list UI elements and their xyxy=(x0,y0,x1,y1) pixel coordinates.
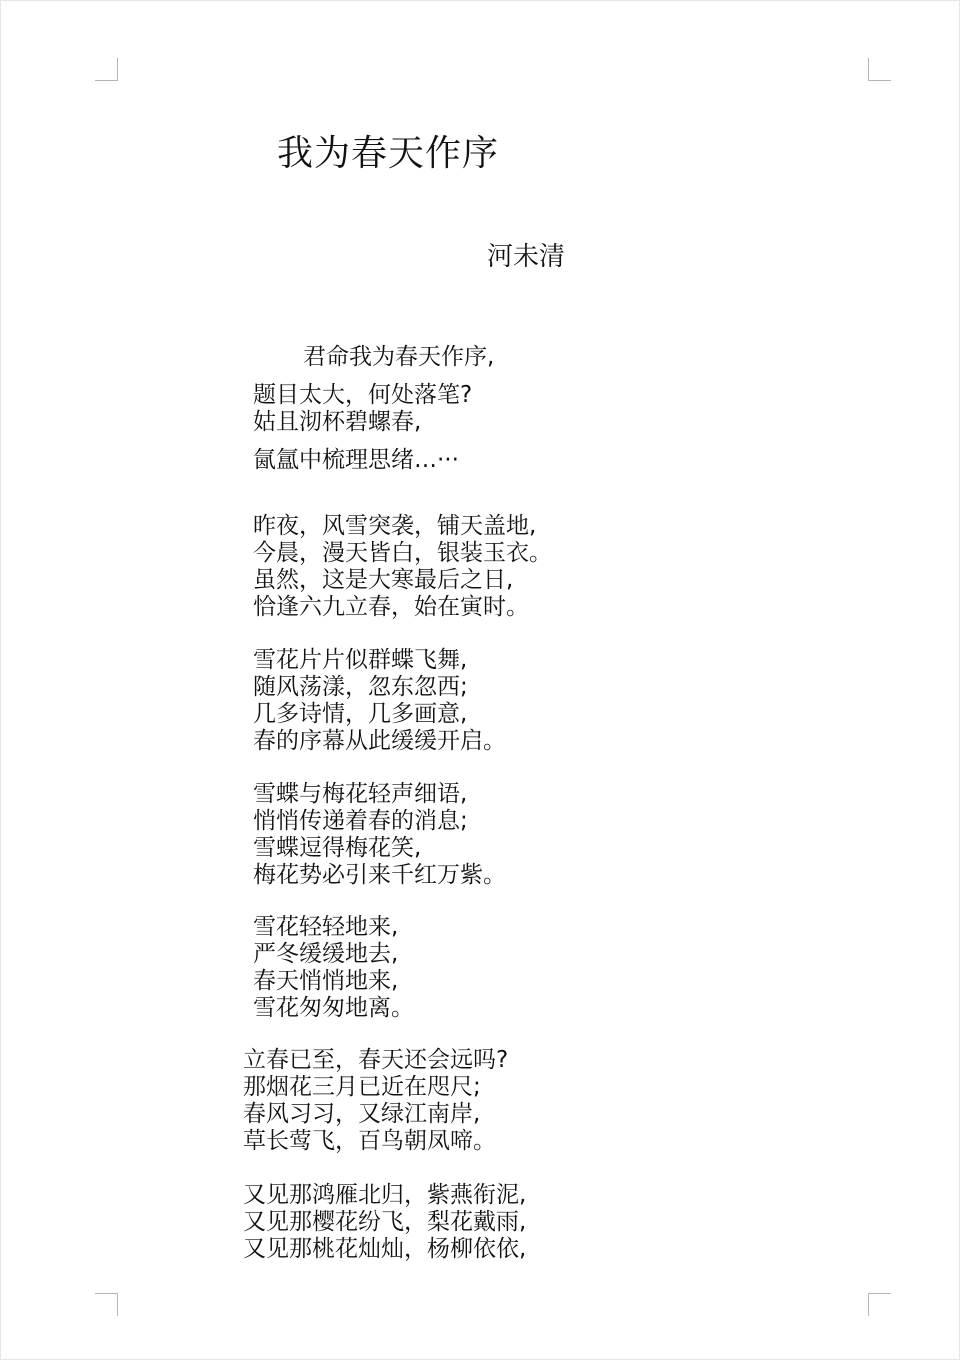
poem-line: 又见那桃花灿灿，杨柳依依, xyxy=(243,1236,527,1262)
poem-line: 姑且沏杯碧螺春, xyxy=(253,409,422,435)
poem-line: 雪花匆匆地离。 xyxy=(253,995,414,1021)
poem-line: 今晨，漫天皆白，银装玉衣。 xyxy=(253,540,552,566)
crop-mark-top-right xyxy=(868,58,891,81)
poem-line: 又见那樱花纷飞，梨花戴雨, xyxy=(243,1209,527,1235)
poem-line: 题目太大，何处落笔? xyxy=(253,382,473,408)
poem-line: 雪蝶逗得梅花笑, xyxy=(253,835,422,861)
poem-line: 那烟花三月已近在咫尺; xyxy=(243,1074,481,1100)
poem-line: 草长莺飞，百鸟朝凤啼。 xyxy=(243,1128,496,1154)
poem-line: 悄悄传递着春的消息; xyxy=(253,808,468,834)
poem-line: 春天悄悄地来, xyxy=(253,968,399,994)
poem-line: 恰逢六九立春，始在寅时。 xyxy=(253,594,529,620)
poem-line: 君命我为春天作序, xyxy=(303,344,495,370)
crop-mark-bottom-right xyxy=(868,1293,891,1316)
poem-line: 又见那鸿雁北归，紫燕衔泥, xyxy=(243,1182,527,1208)
poem-line: 立春已至，春天还会远吗? xyxy=(243,1047,509,1073)
poem-line: 虽然，这是大寒最后之日, xyxy=(253,567,514,593)
poem-line: 雪花片片似群蝶飞舞, xyxy=(253,647,468,673)
poem-line: 春风习习，又绿江南岸, xyxy=(243,1101,481,1127)
poem-title: 我为春天作序 xyxy=(277,133,500,174)
poem-line: 随风荡漾，忽东忽西; xyxy=(253,674,468,700)
poem-line: 春的序幕从此缓缓开启。 xyxy=(253,728,506,754)
poem-line: 雪蝶与梅花轻声细语, xyxy=(253,781,468,807)
poem-line: 昨夜，风雪突袭，铺天盖地, xyxy=(253,513,537,539)
poem-line: 几多诗情，几多画意, xyxy=(253,701,468,727)
poem-author: 河未清 xyxy=(487,242,566,272)
crop-mark-bottom-left xyxy=(95,1293,118,1316)
poem-line: 氤氲中梳理思绪…··· xyxy=(253,447,459,473)
crop-mark-top-left xyxy=(95,58,118,81)
poem-line: 梅花势必引来千红万紫。 xyxy=(253,862,506,888)
poem-line: 雪花轻轻地来, xyxy=(253,914,399,940)
poem-line: 严冬缓缓地去, xyxy=(253,941,399,967)
